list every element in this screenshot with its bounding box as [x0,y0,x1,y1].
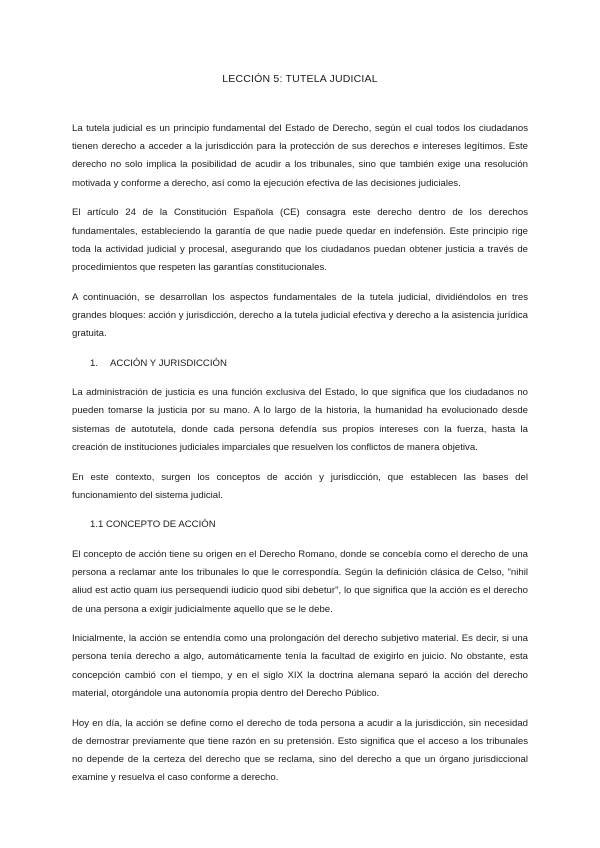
subsection-heading-1-1: 1.1 CONCEPTO DE ACCIÓN [90,519,216,531]
subsection-paragraph-3: Hoy en día, la acción se define como el derecho de toda persona a acudir a la jurisdicción, sin necesidad de demostrar previamente que tiene razón en su pretensión. Esto significa que el acceso a los tribunales no depende de la certeza del derecho que se reclama, sino del derecho a que un órgano jurisdiccional examine y resuelva el caso conforme a derecho. [72,717,528,784]
section-heading-1 [72,355,528,373]
subsection-paragraph-2: Inicialmente, la acción se entendía como una prolongación del derecho subjetivo material. Es decir, si una persona tenía derecho a algo, automáticamente tenía la facultad de exigirlo en juicio. No obstante, esta concepción cambió con el tiempo, y en el siglo XIX la doctrina alemana separó la acción del derecho material, otorgándole una autonomía propia dentro del Derecho Público. [72,633,528,699]
section1-paragraph-2: En este contexto, surgen los conceptos de acción y jurisdicción, que establecen las bases del funcionamiento del sistema judicial. [72,471,528,501]
section-number: 1. [90,357,99,369]
intro-paragraph-2: El artículo 24 de la Constitución Española (CE) consagra este derecho dentro de los derechos fundamentales, estableciendo la garantía de que nadie puede quedar en indefensión. Este principio rige toda la actividad judicial y procesal, asegurando que los ciudadanos puedan obtener justicia a través de procedimientos que respeten las garantías constitucionales. [72,207,528,273]
intro-paragraph-1: La tutela judicial es un principio fundamental del Estado de Derecho, según el cual todos los ciudadanos tienen derecho a acceder a la jurisdicción para la protección de sus derechos e intereses legítimos. Este derecho no solo implica la posibilidad de acudir a los tribunales, sino que también exige una resolución motivada y conforme a derecho, así como la ejecución efectiva de las decisiones judiciales. [72,123,528,189]
section-title: ACCIÓN Y JURISDICCIÓN [110,357,227,369]
section1-paragraph-1: La administración de justicia es una función exclusiva del Estado, lo que significa que los ciudadanos no pueden tomarse la justicia por su mano. A lo largo de la historia, la humanidad ha evolucionado desde sistemas de autotutela, donde cada persona defendía sus propios intereses con la fuerza, hasta la creación de instituciones judiciales imparciales que resuelven los conflictos de manera objetiva. [72,387,528,453]
document-title: LECCIÓN 5: TUTELA JUDICIAL [222,73,378,85]
subsection-paragraph-1: El concepto de acción tiene su origen en el Derecho Romano, donde se concebía como el derecho de una persona a reclamar ante los tribunales lo que le correspondía. Según la definición clásica de Celso, "nihil aliud est actio quam ius persequendi iudicio quod sibi debetur", lo que significa que la acción es el derecho de una persona a exigir judicialmente aquello que se le debe. [72,548,528,615]
intro-paragraph-3: A continuación, se desarrollan los aspectos fundamentales de la tutela judicial, dividiéndolos en tres grandes bloques: acción y jurisdicción, derecho a la tutela judicial efectiva y derecho a la asistencia jurídica gratuita. [72,291,528,340]
